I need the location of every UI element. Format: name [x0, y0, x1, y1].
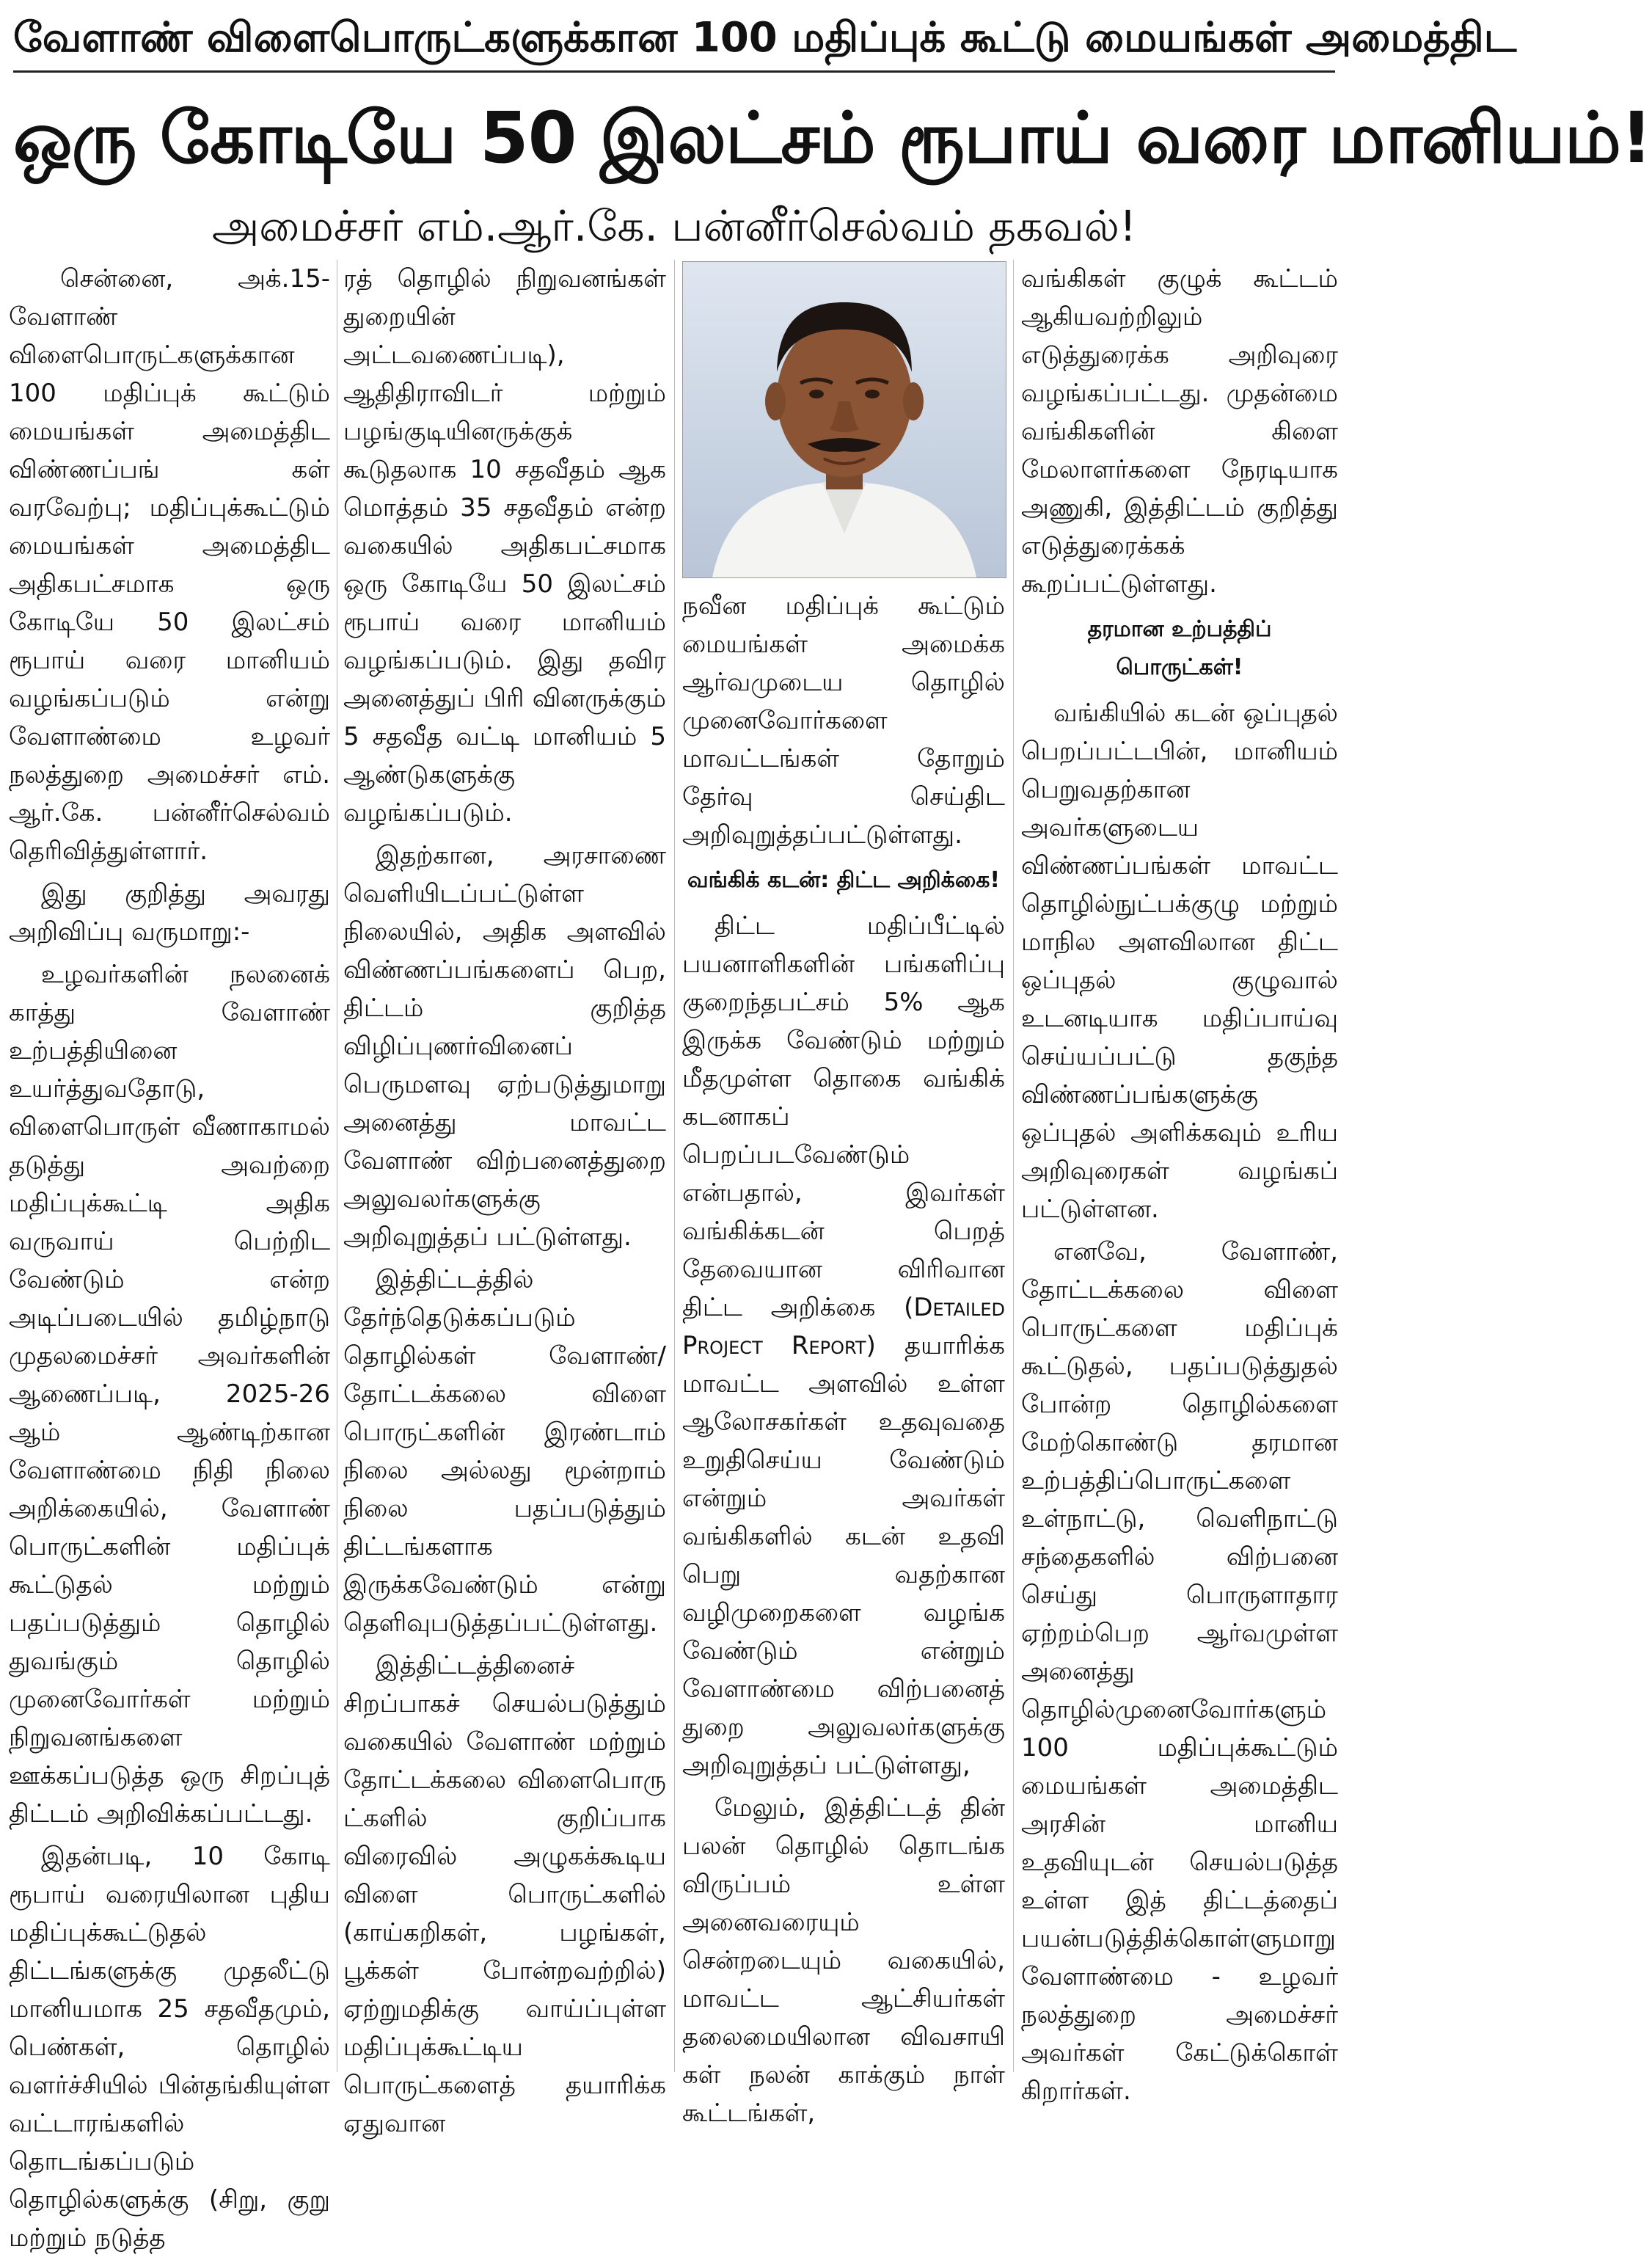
section-subheading: தரமான உற்பத்திப் பொருட்கள்!	[1087, 616, 1272, 680]
paragraph: சென்னை, அக்.15- வேளாண் விளைபொருட்களுக்கான 100 மதிப்புக் கூட்டும் மையங்கள் அமைத்திட விண்ணப்பங் கள் வரவேற்பு; மதிப்புக்கூட்டும் மையங்கள் அமைத்திட அதிகபட்சமாக ஒரு கோடியே 50 இலட்சம் ரூபாய் வரை மானியம் வழங்கப்படும் என்று வேளாண்மை உழவர் நலத்துறை அமைச்சர் எம். ஆர்.கே. பன்னீர்செல்வம் தெரிவித்துள்ளார்.	[9, 264, 330, 866]
column-1	[9, 260, 330, 2253]
minister-photo	[682, 261, 1006, 578]
paragraph: மேலும், இத்திட்டத் தின் பலன் தொழில் தொடங்க விருப்பம் உள்ள அனைவரையும் சென்றடையும் வகையில், மாவட்ட ஆட்சியர்கள் தலைமையிலான விவசாயி கள் நலன் காக்கும் நாள் கூட்டங்கள்,	[682, 1793, 1005, 2128]
portrait-illustration	[683, 262, 1006, 577]
paragraph: இதன்படி, 10 கோடி ரூபாய் வரையிலான புதிய மதிப்புக்கூட்டுதல் திட்டங்களுக்கு முதலீட்டு மானியமாக 25 சதவீதமும், பெண்கள், தொழில் வளர்ச்சியில் பின்தங்கியுள்ள வட்டாரங்களில் தொடங்கப்படும் தொழில்களுக்கு (சிறு, குறு மற்றும் நடுத்த	[9, 1842, 330, 2253]
paragraph: வங்கியில் கடன் ஒப்புதல் பெறப்பட்டபின், மானியம் பெறுவதற்கான அவர்களுடைய விண்ணப்பங்கள் மாவட்ட தொழில்நுட்பக்குழு மற்றும் மாநில அளவிலான திட்ட ஒப்புதல் குழுவால் உடனடியாக மதிப்பாய்வு செய்யப்பட்டு தகுந்த விண்ணப்பங்களுக்கு ஒப்புதல் அளிக்கவும் உரிய அறிவுரைகள் வழங்கப் பட்டுள்ளன.	[1021, 699, 1338, 1224]
text-fragment: திட்ட மதிப்பீட்டில் பயனாளிகளின் பங்களிப்பு குறைந்தபட்சம் 5% ஆக இருக்க வேண்டும் மற்றும் மீதமுள்ள தொகை வங்கிக் கடனாகப் பெறப்படவேண்டும் என்பதால், இவர்கள் வங்கிக்கடன் பெறத் தேவையான விரிவான திட்ட அறிக்கை (	[682, 911, 1005, 1322]
text-fragment: Detailed Project Report	[682, 1293, 1005, 1360]
column-2	[343, 260, 666, 2138]
column-4	[1021, 260, 1338, 2106]
paragraph: எனவே, வேளாண், தோட்டக்கலை விளை பொருட்களை மதிப்புக் கூட்டுதல், பதப்படுத்துதல் போன்ற தொழில்களை மேற்கொண்டு தரமான உற்பத்திப்பொருட்களை உள்நாட்டு, வெளிநாட்டு சந்தைகளில் விற்பனை செய்து பொருளாதார ஏற்றம்பெற ஆர்வமுள்ள அனைத்து தொழில்முனைவோர்களும் 100 மதிப்புக்கூட்டும் மையங்கள் அமைத்திட அரசின் மானிய உதவியுடன் செயல்படுத்த உள்ள இத் திட்டத்தைப் பயன்படுத்திக்கொள்ளுமாறு வேளாண்மை - உழவர் நலத்துறை அமைச்சர் அவர்கள் கேட்டுக்கொள் கிறார்கள்.	[1021, 1237, 1338, 2106]
headline: ஒரு கோடியே 50 இலட்சம் ரூபாய் வரை மானியம்!	[13, 97, 1652, 179]
subheadline: அமைச்சர் எம்.ஆர்.கே. பன்னீர்செல்வம் தகவல்!	[211, 201, 1137, 251]
paragraph: நவீன மதிப்புக் கூட்டும் மையங்கள் அமைக்க ஆர்வமுடைய தொழில் முனைவோர்களை மாவட்டங்கள் தோறும் தேர்வு செய்திட அறிவுறுத்தப்பட்டுள்ளது.	[682, 591, 1005, 850]
section-subheading: வங்கிக் கடன்: திட்ட அறிக்கை!	[687, 867, 1001, 893]
column-rule	[1013, 260, 1014, 2072]
paragraph: இத்திட்டத்தில் தேர்ந்தெடுக்கப்படும் தொழில்கள் வேளாண்/தோட்டக்கலை விளை பொருட்களின் இரண்டாம் நிலை அல்லது மூன்றாம் நிலை பதப்படுத்தும் திட்டங்களாக இருக்கவேண்டும் என்று தெளிவுபடுத்தப்பட்டுள்ளது.	[343, 1265, 666, 1638]
text-fragment: ) தயாரிக்க மாவட்ட அளவில் உள்ள ஆலோசகர்கள் உதவுவதை உறுதிசெய்ய வேண்டும் என்றும் அவர்கள் வங்கிகளில் கடன் உதவி பெறு வதற்கான வழிமுறைகளை வழங்க வேண்டும் என்றும் வேளாண்மை விற்பனைத் துறை அலுவலர்களுக்கு அறிவுறுத்தப் பட்டுள்ளது,	[682, 1331, 1005, 1780]
paragraph: இதற்கான, அரசாணை வெளியிடப்பட்டுள்ள நிலையில், அதிக அளவில் விண்ணப்பங்களைப் பெற, திட்டம் குறித்த விழிப்புணர்வினைப் பெருமளவு ஏற்படுத்துமாறு அனைத்து மாவட்ட வேளாண் விற்பனைத்துறை அலுவலர்களுக்கு அறிவுறுத்தப் பட்டுள்ளது.	[343, 841, 666, 1252]
kicker: வேளாண் விளைபொருட்களுக்கான 100 மதிப்புக் கூட்டு மையங்கள் அமைத்திட	[13, 6, 1335, 73]
column-3	[682, 587, 1005, 2128]
paragraph: இத்திட்டத்தினைச் சிறப்பாகச் செயல்படுத்தும் வகையில் வேளாண் மற்றும் தோட்டக்கலை விளைபொரு ட்களில் குறிப்பாக விரைவில் அழுகக்கூடிய விளை பொருட்களில் (காய்கறிகள், பழங்கள், பூக்கள் போன்றவற்றில்) ஏற்றுமதிக்கு வாய்ப்புள்ள மதிப்புக்கூட்டிய பொருட்களைத் தயாரிக்க ஏதுவான	[343, 1651, 666, 2138]
paragraph: இது குறித்து அவரது அறிவிப்பு வருமாறு:-	[9, 879, 330, 947]
paragraph: ரத் தொழில் நிறுவனங்கள் துறையின் அட்டவணைப்படி), ஆதிதிராவிடர் மற்றும் பழங்குடியினருக்குக் கூடுதலாக 10 சதவீதம் ஆக மொத்தம் 35 சதவீதம் என்ற வகையில் அதிகபட்சமாக ஒரு கோடியே 50 இலட்சம் ரூபாய் வரை மானியம் வழங்கப்படும். இது தவிர அனைத்துப் பிரி வினருக்கும் 5 சதவீத வட்டி மானியம் 5 ஆண்டுகளுக்கு வழங்கப்படும்.	[343, 264, 666, 828]
paragraph	[682, 907, 1005, 1784]
paragraph: வங்கிகள் குழுக் கூட்டம் ஆகியவற்றிலும் எடுத்துரைக்க அறிவுரை வழங்கப்பட்டது. முதன்மை வங்கிகளின் கிளை மேலாளர்களை நேரடியாக அணுகி, இத்திட்டம் குறித்து எடுத்துரைக்கக் கூறப்பட்டுள்ளது.	[1021, 264, 1338, 599]
paragraph: உழவர்களின் நலனைக் காத்து வேளாண் உற்பத்தியினை உயர்த்துவதோடு, விளைபொருள் வீணாகாமல் தடுத்து அவற்றை மதிப்புக்கூட்டி அதிக வருவாய் பெற்றிட வேண்டும் என்ற அடிப்படையில் தமிழ்நாடு முதலமைச்சர் அவர்களின் ஆணைப்படி, 2025-26 ஆம் ஆண்டிற்கான வேளாண்மை நிதி நிலை அறிக்கையில், வேளாண் பொருட்களின் மதிப்புக் கூட்டுதல் மற்றும் பதப்படுத்தும் தொழில் துவங்கும் தொழில் முனைவோர்கள் மற்றும் நிறுவனங்களை ஊக்கப்படுத்த ஒரு சிறப்புத் திட்டம் அறிவிக்கப்பட்டது.	[9, 960, 330, 1828]
column-rule	[674, 260, 675, 2072]
